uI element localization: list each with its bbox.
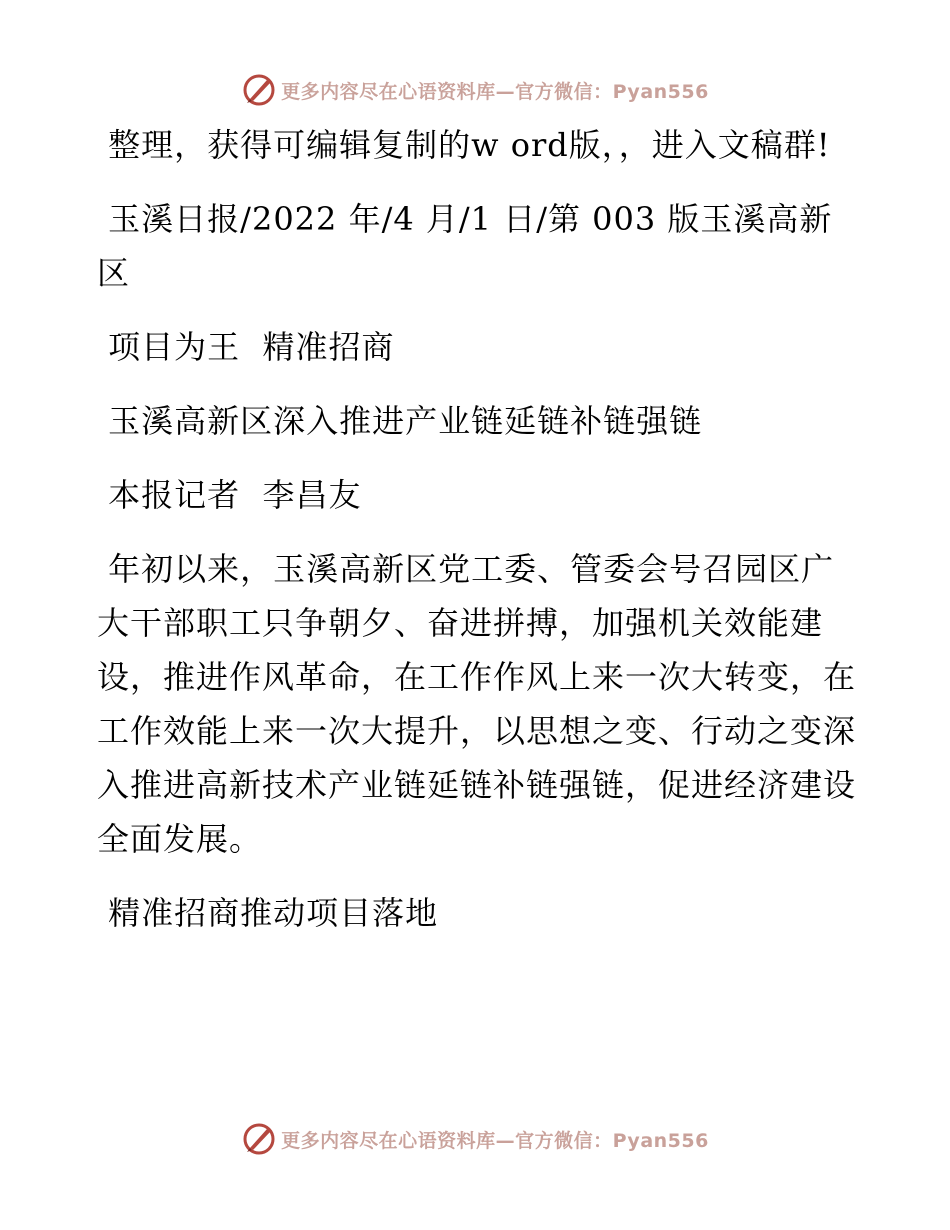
footer-watermark <box>0 1119 950 1159</box>
watermark-text: 更多内容尽在心语资料库—官方微信：Pyan556 <box>281 1129 709 1152</box>
header-watermark <box>0 70 950 110</box>
document-body <box>97 118 857 960</box>
source-line: 玉溪日报/2022 年/4 月/1 日/第 003 版玉溪高新区 <box>97 200 833 292</box>
body-paragraph: 年初以来，玉溪高新区党工委、管委会号召园区广大干部职工只争朝夕、奋进拼搏，加强机关效能建设，推进作风革命，在工作作风上来一次大转变，在工作效能上来一次大提升，以思想之变、行动之变深入推进高新技术产业链延链补链强链，促进经济建设全面发展。 <box>97 550 857 858</box>
intro-note: 整理，获得可编辑复制的w ord版，，进入文稿群! <box>97 126 831 164</box>
byline: 本报记者 李昌友 <box>97 476 362 514</box>
article-headline: 项目为王 精准招商 <box>97 328 395 366</box>
quill-pen-logo-icon <box>241 72 277 108</box>
article-subheadline: 玉溪高新区深入推进产业链延链补链强链 <box>97 402 703 440</box>
quill-pen-logo-icon <box>241 1121 277 1157</box>
section-heading: 精准招商推动项目落地 <box>97 894 439 932</box>
watermark-text: 更多内容尽在心语资料库—官方微信：Pyan556 <box>281 80 709 103</box>
